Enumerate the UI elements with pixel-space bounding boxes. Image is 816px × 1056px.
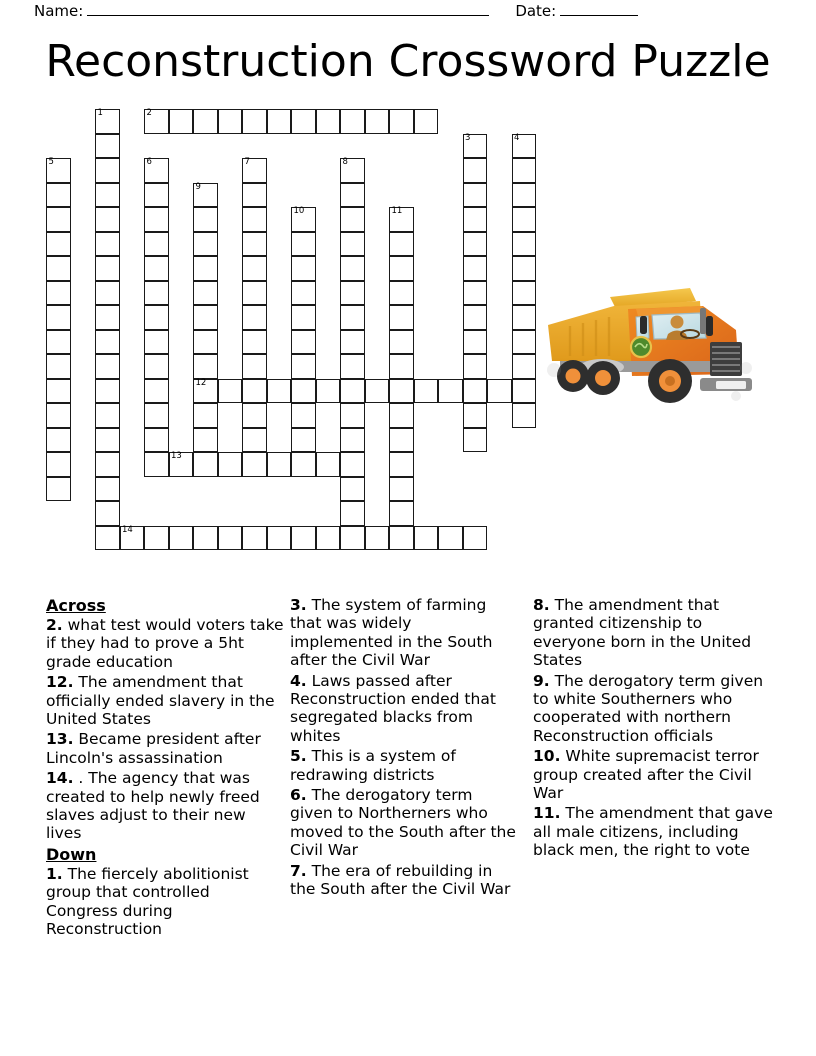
grid-cell[interactable] bbox=[267, 526, 292, 551]
grid-cell[interactable] bbox=[512, 158, 537, 183]
grid-cell-number: 6 bbox=[146, 157, 152, 167]
clue-column-3 bbox=[533, 596, 779, 862]
grid-cell[interactable] bbox=[193, 452, 218, 477]
grid-cell[interactable] bbox=[218, 109, 243, 134]
clue-across-12 bbox=[46, 673, 284, 728]
grid-cell[interactable] bbox=[340, 452, 365, 477]
grid-cell[interactable] bbox=[414, 379, 439, 404]
grid-cell[interactable] bbox=[242, 354, 267, 379]
grid-cell[interactable] bbox=[438, 526, 463, 551]
grid-cell-number: 2 bbox=[146, 108, 152, 118]
grid-cell[interactable] bbox=[95, 477, 120, 502]
grid-cell-number: 9 bbox=[195, 181, 201, 192]
grid-cell[interactable] bbox=[95, 256, 120, 281]
grid-cell[interactable] bbox=[46, 403, 71, 428]
grid-cell[interactable] bbox=[340, 379, 365, 404]
grid-cell[interactable] bbox=[144, 281, 169, 306]
grid-cell[interactable] bbox=[95, 232, 120, 257]
grid-cell[interactable] bbox=[291, 207, 316, 232]
clue-text: what test would voters take if they had to prove a 5ht grade education bbox=[46, 616, 284, 671]
grid-cell[interactable] bbox=[242, 526, 267, 551]
grid-cell[interactable] bbox=[144, 526, 169, 551]
clue-down-1 bbox=[46, 865, 284, 939]
clue-text: . The agency that was created to help newly freed slaves adjust to their new lives bbox=[46, 769, 260, 843]
clue-down-9 bbox=[533, 672, 779, 746]
grid-cell[interactable] bbox=[365, 379, 390, 404]
truck-door-logo bbox=[631, 337, 651, 357]
grid-cell[interactable] bbox=[144, 330, 169, 355]
grid-cell[interactable] bbox=[46, 452, 71, 477]
grid-cell[interactable] bbox=[242, 183, 267, 208]
grid-cell[interactable] bbox=[389, 526, 414, 551]
grid-cell[interactable] bbox=[242, 232, 267, 257]
grid-cell[interactable] bbox=[340, 477, 365, 502]
grid-cell-number: 12 bbox=[195, 377, 207, 388]
grid-cell[interactable] bbox=[169, 109, 194, 134]
grid-cell-number: 4 bbox=[514, 132, 520, 143]
grid-cell[interactable] bbox=[316, 379, 341, 404]
grid-cell[interactable] bbox=[414, 109, 439, 134]
grid-cell[interactable] bbox=[144, 305, 169, 330]
grid-cell[interactable] bbox=[144, 379, 169, 404]
grid-cell[interactable] bbox=[389, 281, 414, 306]
grid-cell[interactable] bbox=[144, 232, 169, 257]
grid-cell[interactable] bbox=[512, 379, 537, 404]
grid-cell[interactable] bbox=[291, 403, 316, 428]
grid-cell[interactable] bbox=[316, 526, 341, 551]
grid-cell[interactable] bbox=[193, 403, 218, 428]
grid-cell[interactable] bbox=[365, 526, 390, 551]
grid-cell[interactable] bbox=[95, 354, 120, 379]
grid-cell[interactable] bbox=[95, 305, 120, 330]
clue-text: The amendment that granted citizenship to everyone born in the United States bbox=[533, 596, 752, 670]
clue-text: The amendment that officially ended slavery in the United States bbox=[46, 673, 275, 729]
grid-cell[interactable] bbox=[389, 305, 414, 330]
across-heading: Across bbox=[46, 596, 106, 615]
grid-cell-number: 3 bbox=[465, 132, 471, 143]
grid-cell-number: 1 bbox=[97, 108, 103, 118]
grid-cell[interactable] bbox=[120, 526, 145, 551]
clue-number: 11. bbox=[533, 804, 561, 823]
grid-cell[interactable] bbox=[242, 256, 267, 281]
grid-cell[interactable] bbox=[463, 305, 488, 330]
grid-cell[interactable] bbox=[242, 379, 267, 404]
grid-cell[interactable] bbox=[193, 109, 218, 134]
grid-cell[interactable] bbox=[193, 256, 218, 281]
grid-cell[interactable] bbox=[316, 452, 341, 477]
grid-cell[interactable] bbox=[512, 305, 537, 330]
clue-column-2 bbox=[290, 596, 516, 901]
grid-cell-number: 13 bbox=[171, 451, 182, 461]
grid-cell[interactable] bbox=[512, 134, 537, 159]
clue-text: The fiercely abolitionist group that controlled Congress during Reconstruction bbox=[46, 864, 249, 939]
grid-cell-number: 5 bbox=[48, 157, 54, 167]
grid-cell[interactable] bbox=[340, 281, 365, 306]
grid-cell[interactable] bbox=[291, 109, 316, 134]
grid-cell[interactable] bbox=[95, 158, 120, 183]
truck-left-mirror bbox=[640, 316, 647, 334]
grid-cell[interactable] bbox=[463, 207, 488, 232]
grid-cell[interactable] bbox=[95, 428, 120, 453]
grid-cell[interactable] bbox=[242, 305, 267, 330]
clue-number: 13. bbox=[46, 730, 74, 749]
grid-cell[interactable] bbox=[291, 281, 316, 306]
grid-cell[interactable] bbox=[242, 109, 267, 134]
grid-cell[interactable] bbox=[340, 403, 365, 428]
clue-text: The system of farming that was widely implemented in the South after the Civil War bbox=[290, 596, 493, 670]
grid-cell[interactable] bbox=[46, 158, 71, 183]
grid-cell[interactable] bbox=[389, 403, 414, 428]
clue-text: The derogatory term given to white Southerners who cooperated with northern Reconstruction officials bbox=[533, 671, 764, 745]
grid-cell[interactable] bbox=[193, 281, 218, 306]
grid-cell[interactable] bbox=[144, 183, 169, 208]
grid-cell[interactable] bbox=[340, 501, 365, 526]
grid-cell[interactable] bbox=[291, 354, 316, 379]
grid-cell[interactable] bbox=[340, 526, 365, 551]
clue-text: The era of rebuilding in the South after the Civil War bbox=[290, 861, 511, 899]
clue-down-7 bbox=[290, 862, 516, 899]
grid-cell-number: 8 bbox=[342, 157, 348, 167]
grid-cell[interactable] bbox=[193, 526, 218, 551]
grid-cell[interactable] bbox=[267, 452, 292, 477]
grid-cell[interactable] bbox=[291, 305, 316, 330]
clue-down-8 bbox=[533, 596, 779, 670]
grid-cell[interactable] bbox=[144, 403, 169, 428]
grid-cell[interactable] bbox=[463, 428, 488, 453]
grid-cell[interactable] bbox=[438, 379, 463, 404]
grid-cell-number: 7 bbox=[244, 157, 250, 167]
grid-cell[interactable] bbox=[242, 281, 267, 306]
grid-cell[interactable] bbox=[291, 452, 316, 477]
clue-down-4 bbox=[290, 672, 516, 746]
clue-text: Laws passed after Reconstruction ended that segregated blacks from whites bbox=[290, 671, 496, 745]
grid-cell[interactable] bbox=[512, 183, 537, 208]
clue-number: 7. bbox=[290, 861, 307, 880]
grid-cell[interactable] bbox=[242, 452, 267, 477]
grid-cell[interactable] bbox=[389, 452, 414, 477]
clue-down-11 bbox=[533, 804, 779, 859]
grid-cell[interactable] bbox=[512, 207, 537, 232]
grid-cell[interactable] bbox=[95, 134, 120, 159]
grid-cell[interactable] bbox=[242, 158, 267, 183]
clue-number: 4. bbox=[290, 671, 307, 690]
grid-cell[interactable] bbox=[193, 232, 218, 257]
grid-cell[interactable] bbox=[512, 281, 537, 306]
grid-cell[interactable] bbox=[291, 428, 316, 453]
grid-cell[interactable] bbox=[218, 379, 243, 404]
clue-number: 1. bbox=[46, 864, 63, 883]
grid-cell[interactable] bbox=[267, 109, 292, 134]
grid-cell[interactable] bbox=[340, 428, 365, 453]
grid-cell[interactable] bbox=[95, 109, 120, 134]
clue-text: The derogatory term given to Northerners who moved to the South after the Civil War bbox=[290, 786, 516, 860]
clue-text: White supremacist terror group created after the Civil War bbox=[533, 747, 759, 803]
grid-cell[interactable] bbox=[193, 207, 218, 232]
down-heading: Down bbox=[46, 844, 97, 864]
grid-cell[interactable] bbox=[144, 207, 169, 232]
grid-cell[interactable] bbox=[463, 158, 488, 183]
grid-cell[interactable] bbox=[463, 403, 488, 428]
clue-text: Became president after Lincoln's assassination bbox=[46, 730, 261, 767]
grid-cell[interactable] bbox=[46, 281, 71, 306]
grid-cell[interactable] bbox=[218, 526, 243, 551]
grid-cell[interactable] bbox=[95, 330, 120, 355]
grid-cell[interactable] bbox=[46, 477, 71, 502]
grid-cell[interactable] bbox=[365, 109, 390, 134]
grid-cell[interactable] bbox=[463, 379, 488, 404]
clue-down-10 bbox=[533, 747, 779, 802]
grid-cell[interactable] bbox=[340, 330, 365, 355]
clue-number: 5. bbox=[290, 747, 307, 766]
grid-cell[interactable] bbox=[242, 428, 267, 453]
grid-cell[interactable] bbox=[463, 134, 488, 159]
clue-across-2 bbox=[46, 616, 284, 671]
grid-cell[interactable] bbox=[46, 256, 71, 281]
clue-across-14 bbox=[46, 769, 284, 843]
clue-down-3 bbox=[290, 596, 516, 670]
grid-cell[interactable] bbox=[463, 281, 488, 306]
grid-cell[interactable] bbox=[46, 305, 71, 330]
clue-lists bbox=[0, 596, 816, 976]
clue-text: This is a system of redrawing districts bbox=[290, 747, 456, 784]
name-label: Name: bbox=[34, 2, 84, 20]
grid-cell[interactable] bbox=[512, 354, 537, 379]
grid-cell[interactable] bbox=[144, 354, 169, 379]
grid-cell[interactable] bbox=[144, 158, 169, 183]
grid-cell[interactable] bbox=[46, 207, 71, 232]
grid-cell[interactable] bbox=[512, 232, 537, 257]
grid-cell[interactable] bbox=[340, 158, 365, 183]
page-title: Reconstruction Crossword Puzzle bbox=[45, 36, 771, 87]
clue-column-1 bbox=[46, 596, 284, 941]
clue-down-5 bbox=[290, 747, 516, 784]
grid-cell[interactable] bbox=[340, 183, 365, 208]
grid-cell[interactable] bbox=[414, 526, 439, 551]
grid-cell[interactable] bbox=[46, 232, 71, 257]
grid-cell[interactable] bbox=[144, 109, 169, 134]
grid-cell[interactable] bbox=[242, 207, 267, 232]
clue-number: 10. bbox=[533, 747, 561, 766]
grid-cell[interactable] bbox=[267, 379, 292, 404]
grid-cell[interactable] bbox=[463, 232, 488, 257]
grid-cell[interactable] bbox=[218, 452, 243, 477]
date-label: Date: bbox=[515, 2, 557, 20]
grid-cell[interactable] bbox=[512, 403, 537, 428]
clue-number: 3. bbox=[290, 596, 307, 614]
grid-cell[interactable] bbox=[193, 330, 218, 355]
grid-cell[interactable] bbox=[95, 183, 120, 208]
grid-cell[interactable] bbox=[389, 109, 414, 134]
grid-cell[interactable] bbox=[340, 305, 365, 330]
clue-number: 6. bbox=[290, 786, 307, 805]
grid-cell[interactable] bbox=[316, 109, 341, 134]
grid-cell[interactable] bbox=[463, 256, 488, 281]
grid-cell[interactable] bbox=[389, 207, 414, 232]
grid-cell[interactable] bbox=[389, 354, 414, 379]
grid-cell[interactable] bbox=[291, 232, 316, 257]
grid-cell[interactable] bbox=[46, 428, 71, 453]
grid-cell[interactable] bbox=[169, 452, 194, 477]
grid-cell[interactable] bbox=[463, 526, 488, 551]
grid-cell[interactable] bbox=[291, 379, 316, 404]
clue-across-13 bbox=[46, 730, 284, 767]
grid-cell-number: 14 bbox=[122, 524, 133, 535]
clue-number: 2. bbox=[46, 616, 63, 634]
grid-cell[interactable] bbox=[487, 379, 512, 404]
grid-cell[interactable] bbox=[169, 526, 194, 551]
grid-cell[interactable] bbox=[389, 256, 414, 281]
grid-cell[interactable] bbox=[291, 526, 316, 551]
grid-cell[interactable] bbox=[340, 354, 365, 379]
grid-cell[interactable] bbox=[242, 330, 267, 355]
grid-cell[interactable] bbox=[389, 330, 414, 355]
grid-cell[interactable] bbox=[389, 501, 414, 526]
truck-right-mirror bbox=[706, 316, 713, 336]
grid-cell[interactable] bbox=[193, 305, 218, 330]
grid-cell-number: 11 bbox=[391, 206, 403, 216]
grid-cell-number: 10 bbox=[293, 206, 305, 216]
grid-cell[interactable] bbox=[95, 281, 120, 306]
grid-cell[interactable] bbox=[463, 354, 488, 379]
grid-cell[interactable] bbox=[463, 183, 488, 208]
grid-cell[interactable] bbox=[340, 207, 365, 232]
grid-cell[interactable] bbox=[95, 452, 120, 477]
grid-cell[interactable] bbox=[340, 109, 365, 134]
clue-number: 12. bbox=[46, 673, 74, 692]
grid-cell[interactable] bbox=[95, 526, 120, 551]
truck-license-plate bbox=[716, 381, 746, 389]
clue-down-6 bbox=[290, 786, 516, 860]
grid-cell[interactable] bbox=[193, 379, 218, 404]
grid-cell[interactable] bbox=[144, 428, 169, 453]
clue-number: 9. bbox=[533, 671, 550, 690]
grid-cell[interactable] bbox=[46, 354, 71, 379]
grid-cell[interactable] bbox=[291, 256, 316, 281]
clue-number: 14. bbox=[46, 769, 74, 788]
grid-cell[interactable] bbox=[193, 354, 218, 379]
grid-cell[interactable] bbox=[463, 330, 488, 355]
grid-cell[interactable] bbox=[46, 330, 71, 355]
dump-truck-image bbox=[540, 268, 772, 420]
grid-cell[interactable] bbox=[46, 183, 71, 208]
clue-number: 8. bbox=[533, 596, 550, 614]
grid-cell[interactable] bbox=[389, 379, 414, 404]
grid-cell[interactable] bbox=[46, 379, 71, 404]
grid-cell[interactable] bbox=[512, 330, 537, 355]
grid-cell[interactable] bbox=[242, 403, 267, 428]
grid-cell[interactable] bbox=[144, 452, 169, 477]
grid-cell[interactable] bbox=[512, 256, 537, 281]
grid-cell[interactable] bbox=[340, 232, 365, 257]
grid-cell[interactable] bbox=[95, 207, 120, 232]
grid-cell[interactable] bbox=[193, 183, 218, 208]
grid-cell[interactable] bbox=[95, 403, 120, 428]
truck-exhaust-stack bbox=[700, 308, 706, 334]
clue-text: The amendment that gave all male citizens, including black men, the right to vote bbox=[533, 804, 773, 860]
grid-cell[interactable] bbox=[95, 379, 120, 404]
grid-cell[interactable] bbox=[389, 477, 414, 502]
grid-cell[interactable] bbox=[389, 428, 414, 453]
grid-cell[interactable] bbox=[389, 232, 414, 257]
grid-cell[interactable] bbox=[291, 330, 316, 355]
grid-cell[interactable] bbox=[144, 256, 169, 281]
grid-cell[interactable] bbox=[340, 256, 365, 281]
grid-cell[interactable] bbox=[95, 501, 120, 526]
grid-cell[interactable] bbox=[193, 428, 218, 453]
